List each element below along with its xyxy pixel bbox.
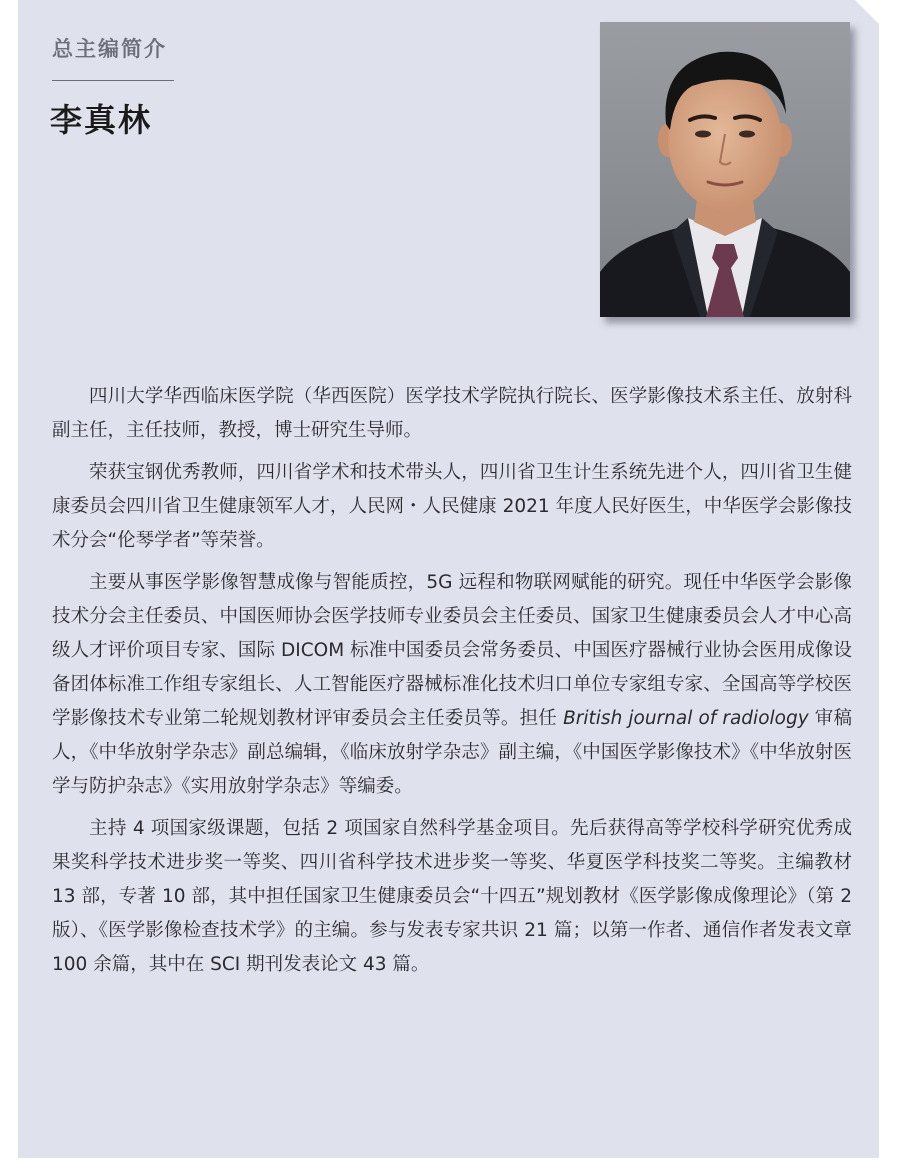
section-label: 总主编简介: [52, 37, 167, 61]
bio-paragraph-position: 四川大学华西临床医学院（华西医院）医学技术学院执行院长、医学影像技术系主任、放射科副主任，主任技师，教授，博士研究生导师。: [52, 386, 852, 441]
bio-paragraph-research: [52, 566, 852, 804]
journal-title: British journal of radiology: [563, 708, 809, 729]
biography: [52, 380, 852, 990]
bio-research-text: 主要从事医学影像智慧成像与智能质控，5G 远程和物联网赋能的研究。现任中华医学会影像技术分会主任委员、中国医师协会医学技师专业委员会主任委员、国家卫生健康委员会人才中心高级人才评价项目专家、国际 DICOM 标准中国委员会常务委员、中国医疗器械行业协会医用成像设备团体标准工作组专家组长、人工智能医疗器械标准化技术归口单位专家组专家、全国高等学校医学影像技术专业第二轮规划教材评审委员会主任委员等。担任: [52, 572, 852, 729]
label-underline: [52, 80, 174, 81]
bio-research-text-continued: 审稿人，《中华放射学杂志》副总编辑，《临床放射学杂志》副主编，《中国医学影像技术》《中华放射医学与防护杂志》《实用放射学杂志》等编委。: [52, 708, 852, 797]
bio-paragraph-honors: 荣获宝钢优秀教师，四川省学术和技术带头人，四川省卫生计生系统先进个人，四川省卫生健康委员会四川省卫生健康领军人才，人民网・人民健康 2021 年度人民好医生，中华医学会影像技术分会“伦琴学者”等荣誉。: [52, 462, 852, 551]
portrait-photo: [600, 22, 850, 317]
bio-paragraph-achievements: 主持 4 项国家级课题，包括 2 项国家自然科学基金项目。先后获得高等学校科学研究优秀成果奖科学技术进步奖一等奖、四川省科学技术进步奖一等奖、华夏医学科技奖二等奖。主编教材 13 部，专著 10 部，其中担任国家卫生健康委员会“十四五”规划教材《医学影像成像理论》（第 2 版）、《医学影像检查技术学》的主编。参与发表专家共识 21 篇；以第一作者、通信作者发表文章 100 余篇，其中在 SCI 期刊发表论文 43 篇。: [52, 818, 852, 975]
editor-name: 李真林: [50, 101, 153, 139]
